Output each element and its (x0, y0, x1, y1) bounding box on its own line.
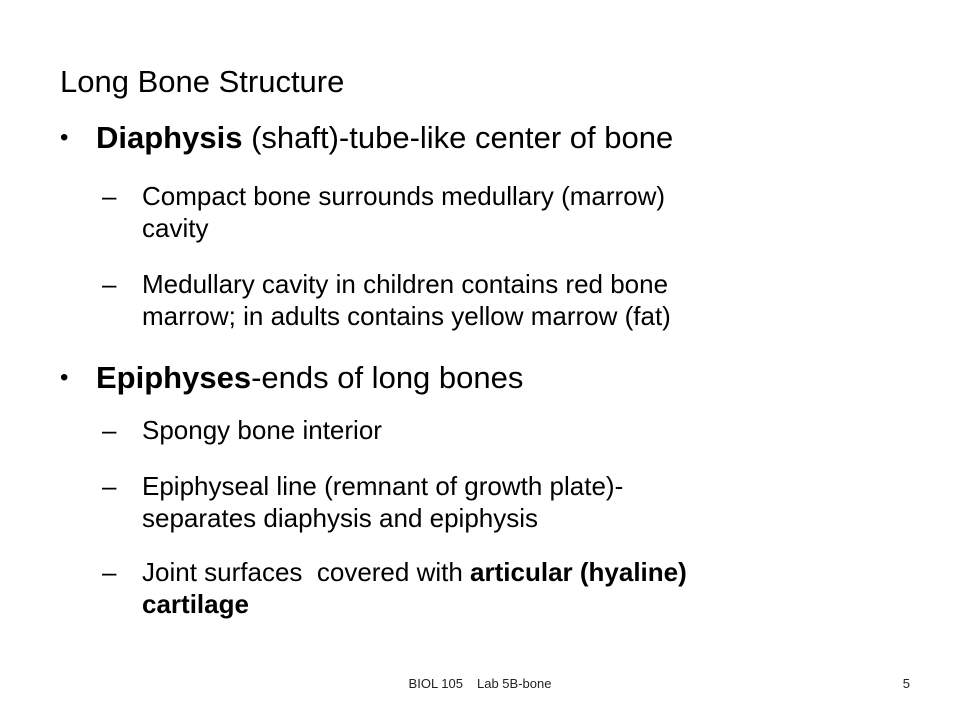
term-diaphysis: Diaphysis (96, 120, 243, 155)
sub-line-1: Compact bone surrounds medullary (marrow) (142, 181, 666, 211)
sub-bullet-text (142, 470, 862, 534)
term-cartilage: cartilage (142, 589, 249, 619)
sub-line-1: Medullary cavity in children contains red bone (142, 269, 669, 299)
footer-label (380, 676, 580, 692)
footer-course: BIOL 105 (408, 676, 463, 691)
dash-icon: – (102, 557, 117, 587)
dash-icon: – (102, 471, 117, 501)
term-epiphyses: Epiphyses (96, 360, 252, 395)
dash-icon: – (102, 269, 117, 299)
sub-line-1: Epiphyseal line (remnant of growth plate)- (142, 471, 624, 501)
slide-title: Long Bone Structure (60, 64, 345, 99)
sub-bullet-text (142, 180, 862, 244)
sub-line-2: marrow; in adults contains yellow marrow (fat) (142, 301, 671, 331)
sub-bullet-text (142, 556, 862, 620)
slide-number: 5 (902, 676, 910, 691)
sub-bullet-text (142, 268, 862, 332)
bullet-icon: • (60, 124, 69, 151)
dash-icon: – (102, 415, 117, 445)
bullet-icon: • (60, 364, 69, 391)
sub-line-2: separates diaphysis and epiphysis (142, 503, 539, 533)
sub-line-1: Joint surfaces covered with (142, 557, 471, 587)
bullet-text (96, 118, 673, 158)
term-articular-hyaline: articular (hyaline) (470, 557, 687, 587)
bullet-text (96, 358, 523, 398)
sub-line-2: cavity (142, 213, 209, 243)
dash-icon: – (102, 181, 117, 211)
bullet-rest: -ends of long bones (251, 360, 524, 395)
bullet-rest: (shaft)-tube-like center of bone (242, 120, 674, 155)
footer-lab: Lab 5B-bone (477, 676, 552, 691)
sub-bullet-text: Spongy bone interior (142, 415, 382, 445)
